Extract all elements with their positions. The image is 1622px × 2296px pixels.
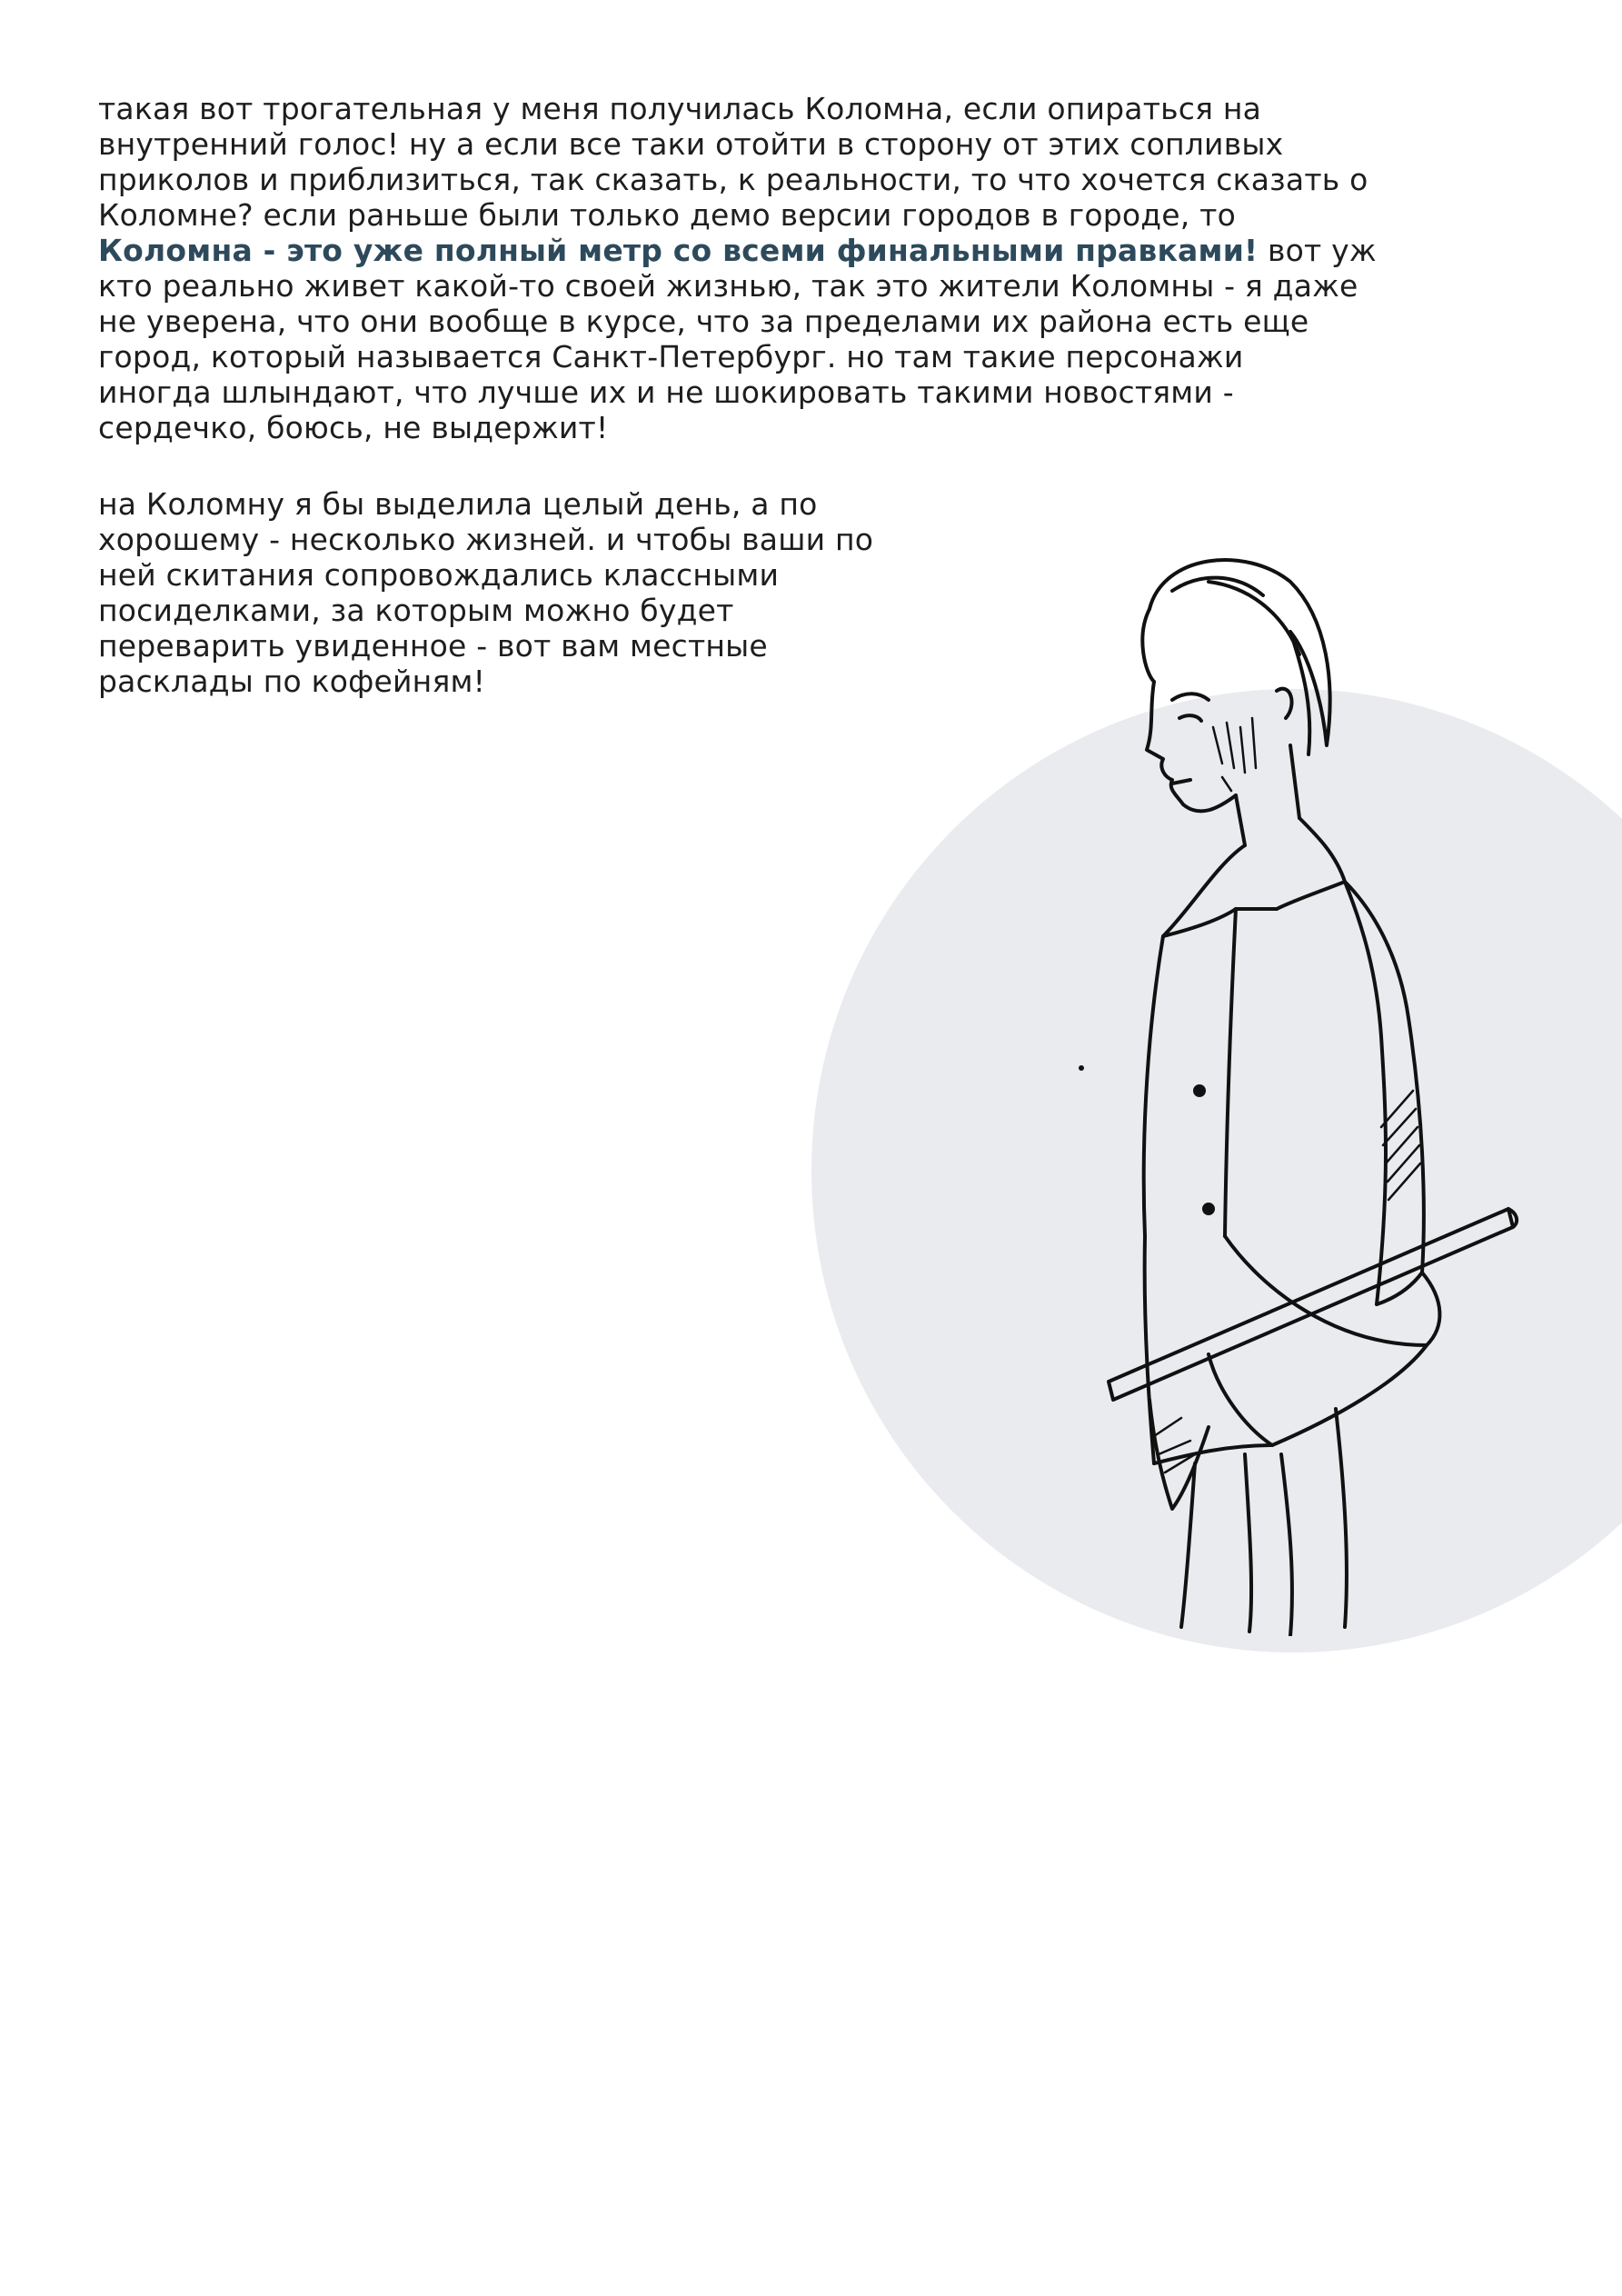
paragraph-line: переварить увиденное - вот вам местные bbox=[98, 628, 768, 664]
coffee-paragraph bbox=[98, 486, 1007, 699]
paragraph-line: внутренний голос! ну а если все таки отойти в сторону от этих сопливых bbox=[98, 126, 1284, 162]
paragraph-line: на Коломну я бы выделила целый день, а по bbox=[98, 486, 818, 522]
intro-paragraph bbox=[98, 91, 1552, 445]
highlighted-phrase: Коломна - это уже полный метр со всеми финальными правками! bbox=[98, 233, 1259, 268]
paragraph-line: город, который называется Санкт-Петербург. но там такие персонажи bbox=[98, 339, 1244, 374]
paragraph-line-tail: вот уж bbox=[1258, 233, 1377, 268]
paragraph-line: посиделками, за которым можно будет bbox=[98, 593, 734, 628]
paragraph-line: ней скитания сопровождались классными bbox=[98, 557, 780, 593]
paragraph-line: расклады по кофейням! bbox=[98, 664, 486, 699]
paragraph-line: хорошему - несколько жизней. и чтобы ваши по bbox=[98, 522, 874, 557]
paragraph-line: иногда шлындают, что лучше их и не шокировать такими новостями - bbox=[98, 374, 1234, 410]
paragraph-line: кто реально живет какой-то своей жизнью, так это жители Коломны - я даже bbox=[98, 268, 1358, 304]
paragraph-line: Коломне? если раньше были только демо версии городов в городе, то bbox=[98, 197, 1236, 233]
paragraph-line-with-highlight bbox=[98, 233, 1552, 268]
man-with-stick-illustration bbox=[1063, 545, 1536, 1636]
paragraph-line: сердечко, боюсь, не выдержит! bbox=[98, 410, 609, 445]
paragraph-line: приколов и приблизиться, так сказать, к реальности, то что хочется сказать о bbox=[98, 162, 1368, 197]
paragraph-line: такая вот трогательная у меня получилась Коломна, если опираться на bbox=[98, 91, 1262, 126]
paragraph-line: не уверена, что они вообще в курсе, что за пределами их района есть еще bbox=[98, 304, 1309, 339]
